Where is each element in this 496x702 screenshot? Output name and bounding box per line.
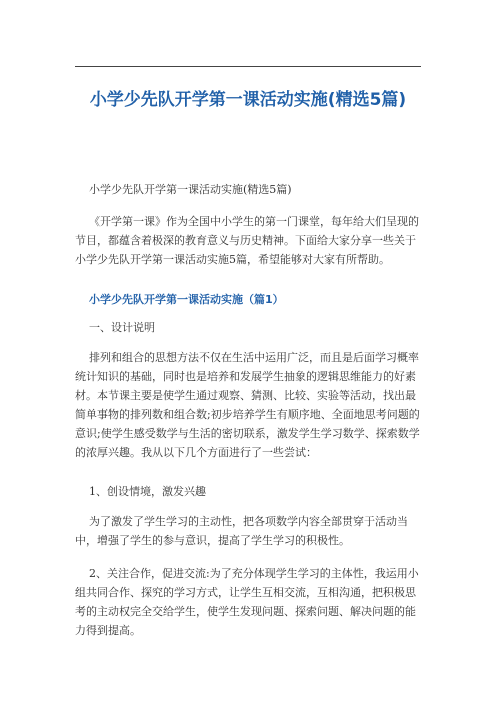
part-1-heading (75, 318, 421, 337)
point-2-paragraph-text: 2、关注合作，促进交流:为了充分体现学生学习的主体性，我运用小组共同合作、探究的学习方式，让学生互相交流，互相沟通，把积极思考的主动权完全交给学生，使学生发现问题、探索问题、解决问题的能力得到提高。 (75, 567, 419, 637)
subtitle-line (75, 180, 421, 199)
part-1-heading-text: 一、设计说明 (89, 321, 155, 334)
point-2-paragraph (75, 564, 421, 640)
document-title: 小学少先队开学第一课活动实施(精选5篇) (89, 90, 407, 110)
point-1-heading-text: 1、创设情境，激发兴趣 (89, 485, 206, 498)
intro-paragraph-text: 《开学第一课》作为全国中小学生的第一门课堂，每年给大们呈现的节目，都蕴含着极深的教育意义与历史精神。下面给大家分享一些关于小学少先队开学第一课活动实施5篇，希望能够对大家有所帮助。 (75, 215, 419, 266)
point-1-paragraph-text: 为了激发了学生学习的主动性，把各项数学内容全部贯穿于活动当中，增强了学生的参与意识，提高了学生学习的积极性。 (75, 515, 408, 547)
intro-paragraph (75, 212, 421, 269)
part-1-paragraph-text: 排列和组合的思想方法不仅在生活中运用广泛，而且是后面学习概率统计知识的基础，同时也是培养和发展学生抽象的逻辑思维能力的好素材。本节课主要是使学生通过观察、猜测、比较、实验等活动，找出最简单事物的排列数和组合数;初步培养学生有顺序地、全面地思考问题的意识;使学生感受数学与生活的密切联系，激发学生学习数学、探索数学的浓厚兴趣。我从以下几个方面进行了一些尝试： (75, 351, 420, 459)
header-divider (75, 66, 421, 67)
subtitle-text: 小学少先队开学第一课活动实施(精选5篇) (89, 183, 292, 196)
part-1-paragraph (75, 348, 421, 462)
point-1-heading (75, 482, 421, 501)
section-1-heading: 小学少先队开学第一课活动实施（篇1） (89, 293, 284, 306)
point-1-paragraph (75, 512, 421, 550)
